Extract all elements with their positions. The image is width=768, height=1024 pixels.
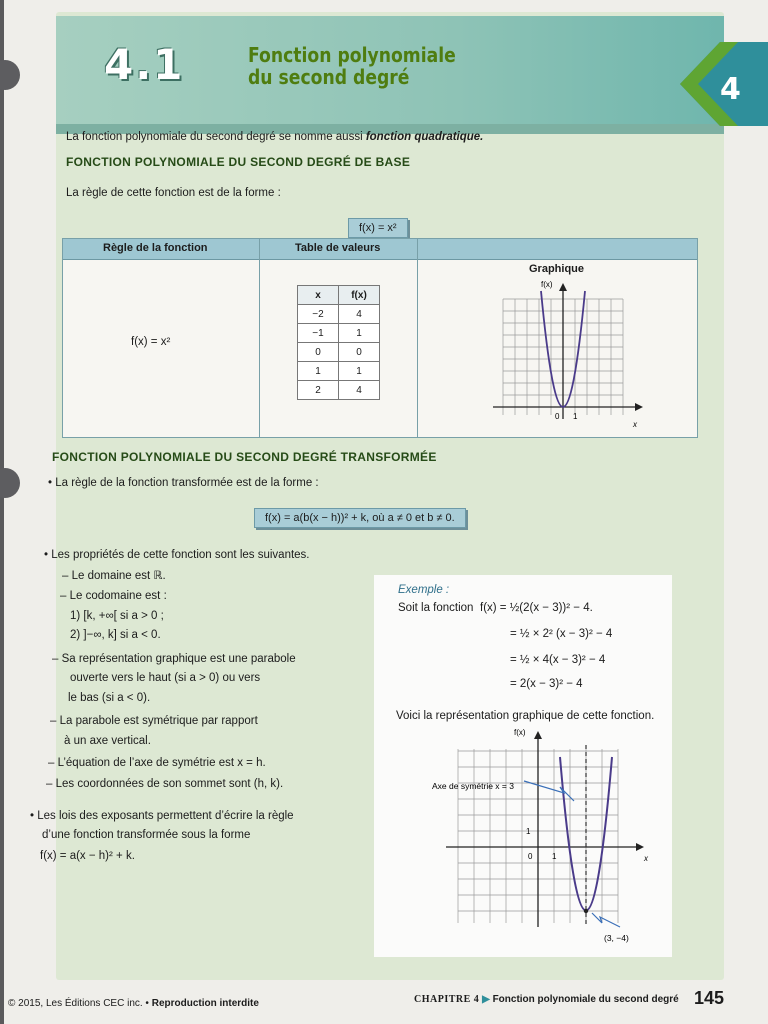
example-box bbox=[374, 575, 672, 957]
values-cell: 2 bbox=[298, 381, 339, 400]
bullet-3-line: f(x) = a(x − h)² + k. bbox=[40, 850, 135, 862]
table-header-rule: Règle de la fonction bbox=[103, 242, 208, 254]
binder-hole bbox=[0, 468, 20, 498]
bullet-1-text: La règle de la fonction transformée est de la forme : bbox=[55, 477, 319, 489]
values-row bbox=[298, 343, 380, 362]
base-parabola-graph bbox=[483, 279, 643, 431]
values-cell: 0 bbox=[339, 343, 380, 362]
vertex-point bbox=[584, 909, 588, 913]
example-line: = ½ × 4(x − 3)² − 4 bbox=[510, 654, 606, 666]
triangle-icon: ▶ bbox=[482, 994, 490, 1005]
x-axis-label: x bbox=[633, 420, 637, 429]
reproduction-text: Reproduction interdite bbox=[151, 998, 259, 1009]
prop-line: – L’équation de l’axe de symétrie est x = h. bbox=[48, 757, 266, 769]
base-heading: FONCTION POLYNOMIALE DU SECOND DEGRÉ DE BASE bbox=[66, 155, 411, 169]
y-axis-label: f(x) bbox=[514, 728, 526, 737]
bullet-3-line: d’une fonction transformée sous la forme bbox=[42, 829, 251, 841]
graph-caption: Voici la représentation graphique de cette fonction. bbox=[396, 710, 655, 722]
values-row bbox=[298, 324, 380, 343]
section-title-line2: du second degré bbox=[248, 65, 410, 89]
example-intro: Soit la fonction bbox=[398, 602, 474, 614]
page-number: 145 bbox=[694, 988, 725, 1008]
example-parabola-graph bbox=[424, 727, 664, 949]
section-title-line1: Fonction polynomiale bbox=[248, 43, 456, 67]
x-axis-arrow bbox=[635, 403, 643, 411]
intro-emphasis: fonction quadratique. bbox=[365, 131, 484, 143]
prop-line: ouverte vers le haut (si a > 0) ou vers bbox=[70, 672, 261, 684]
intro-plain: La fonction polynomiale du second degré se nomme aussi bbox=[66, 131, 366, 143]
values-cell: 1 bbox=[339, 362, 380, 381]
tick-one-label: 1 bbox=[573, 412, 578, 421]
tick-one-y-label: 1 bbox=[526, 827, 531, 836]
tick-one-x-label: 1 bbox=[552, 852, 557, 861]
values-cell: 4 bbox=[339, 381, 380, 400]
axis-pointer-arrow bbox=[524, 781, 574, 801]
footer-chapter-label: CHAPITRE 4 bbox=[414, 994, 480, 1005]
example-line: f(x) = ½(2(x − 3))² − 4. bbox=[480, 602, 593, 614]
values-header-fx: f(x) bbox=[339, 286, 380, 305]
prop-line: 2) ]−∞, k] si a < 0. bbox=[70, 629, 161, 641]
rule-cell: f(x) = x² bbox=[131, 336, 171, 348]
textbook-page bbox=[4, 0, 768, 1024]
section-number: 4.1 bbox=[104, 40, 185, 89]
prop-line: – Le domaine est ℝ. bbox=[62, 570, 166, 582]
values-cell: 1 bbox=[339, 324, 380, 343]
vertex-label: (3, −4) bbox=[604, 933, 629, 943]
values-row bbox=[298, 362, 380, 381]
values-header-x: x bbox=[298, 286, 339, 305]
prop-line: – Les coordonnées de son sommet sont (h, k). bbox=[46, 778, 284, 790]
transformed-formula-box: f(x) = a(b(x − h))² + k, où a ≠ 0 et b ≠ 0. bbox=[254, 508, 466, 528]
binder-hole bbox=[0, 60, 20, 90]
base-summary-table bbox=[62, 238, 698, 438]
bullet-2-text: Les propriétés de cette fonction sont les suivantes. bbox=[51, 549, 310, 561]
origin-label: 0 bbox=[555, 412, 560, 421]
table-divider bbox=[259, 239, 260, 437]
values-row bbox=[298, 305, 380, 324]
prop-line: – Le codomaine est : bbox=[60, 590, 167, 602]
transformed-bullet-2: • Les propriétés de cette fonction sont les suivantes. bbox=[44, 549, 310, 561]
prop-line: à un axe vertical. bbox=[64, 735, 151, 747]
values-cell: −2 bbox=[298, 305, 339, 324]
y-axis-label: f(x) bbox=[541, 280, 553, 289]
base-rule-text: La règle de cette fonction est de la forme : bbox=[66, 187, 281, 199]
axis-of-symmetry-label: Axe de symétrie x = 3 bbox=[432, 781, 514, 791]
y-axis-arrow bbox=[559, 283, 567, 291]
x-axis-arrow bbox=[636, 843, 644, 851]
prop-line: 1) [k, +∞[ si a > 0 ; bbox=[70, 610, 164, 622]
values-header-row bbox=[298, 286, 380, 305]
prop-line: le bas (si a < 0). bbox=[68, 692, 151, 704]
base-formula-box: f(x) = x² bbox=[348, 218, 408, 238]
table-header-graph: Graphique bbox=[529, 263, 585, 275]
table-header-values: Table de valeurs bbox=[295, 242, 381, 254]
section-title bbox=[248, 44, 506, 88]
y-axis-arrow bbox=[534, 731, 542, 739]
values-table bbox=[297, 285, 380, 400]
footer-chapter bbox=[414, 994, 679, 1005]
transformed-heading: FONCTION POLYNOMIALE DU SECOND DEGRÉ TRANSFORMÉE bbox=[52, 450, 437, 464]
values-cell: −1 bbox=[298, 324, 339, 343]
values-cell: 4 bbox=[339, 305, 380, 324]
footer-copyright bbox=[8, 998, 259, 1009]
transformed-bullet-1: • La règle de la fonction transformée est de la forme : bbox=[48, 477, 319, 489]
x-axis-label: x bbox=[644, 854, 648, 863]
footer-chapter-title: Fonction polynomiale du second degré bbox=[492, 994, 679, 1005]
example-label: Exemple : bbox=[398, 584, 450, 596]
chapter-tab-number: 4 bbox=[720, 72, 741, 107]
vertex-pointer-arrow bbox=[592, 913, 620, 927]
intro-text bbox=[66, 130, 483, 145]
origin-label: 0 bbox=[528, 852, 533, 861]
example-line: = ½ × 2² (x − 3)² − 4 bbox=[510, 628, 613, 640]
values-row bbox=[298, 381, 380, 400]
copyright-text: © 2015, Les Éditions CEC inc. • bbox=[8, 998, 152, 1009]
table-divider bbox=[417, 239, 418, 437]
values-cell: 0 bbox=[298, 343, 339, 362]
prop-line: – La parabole est symétrique par rapport bbox=[50, 715, 258, 727]
transformed-bullet-3: • Les lois des exposants permettent d’écrire la règle bbox=[30, 810, 294, 822]
prop-line: – Sa représentation graphique est une parabole bbox=[52, 653, 296, 665]
example-line: = 2(x − 3)² − 4 bbox=[510, 678, 583, 690]
values-cell: 1 bbox=[298, 362, 339, 381]
bullet-3-line: Les lois des exposants permettent d’écrire la règle bbox=[37, 810, 294, 822]
